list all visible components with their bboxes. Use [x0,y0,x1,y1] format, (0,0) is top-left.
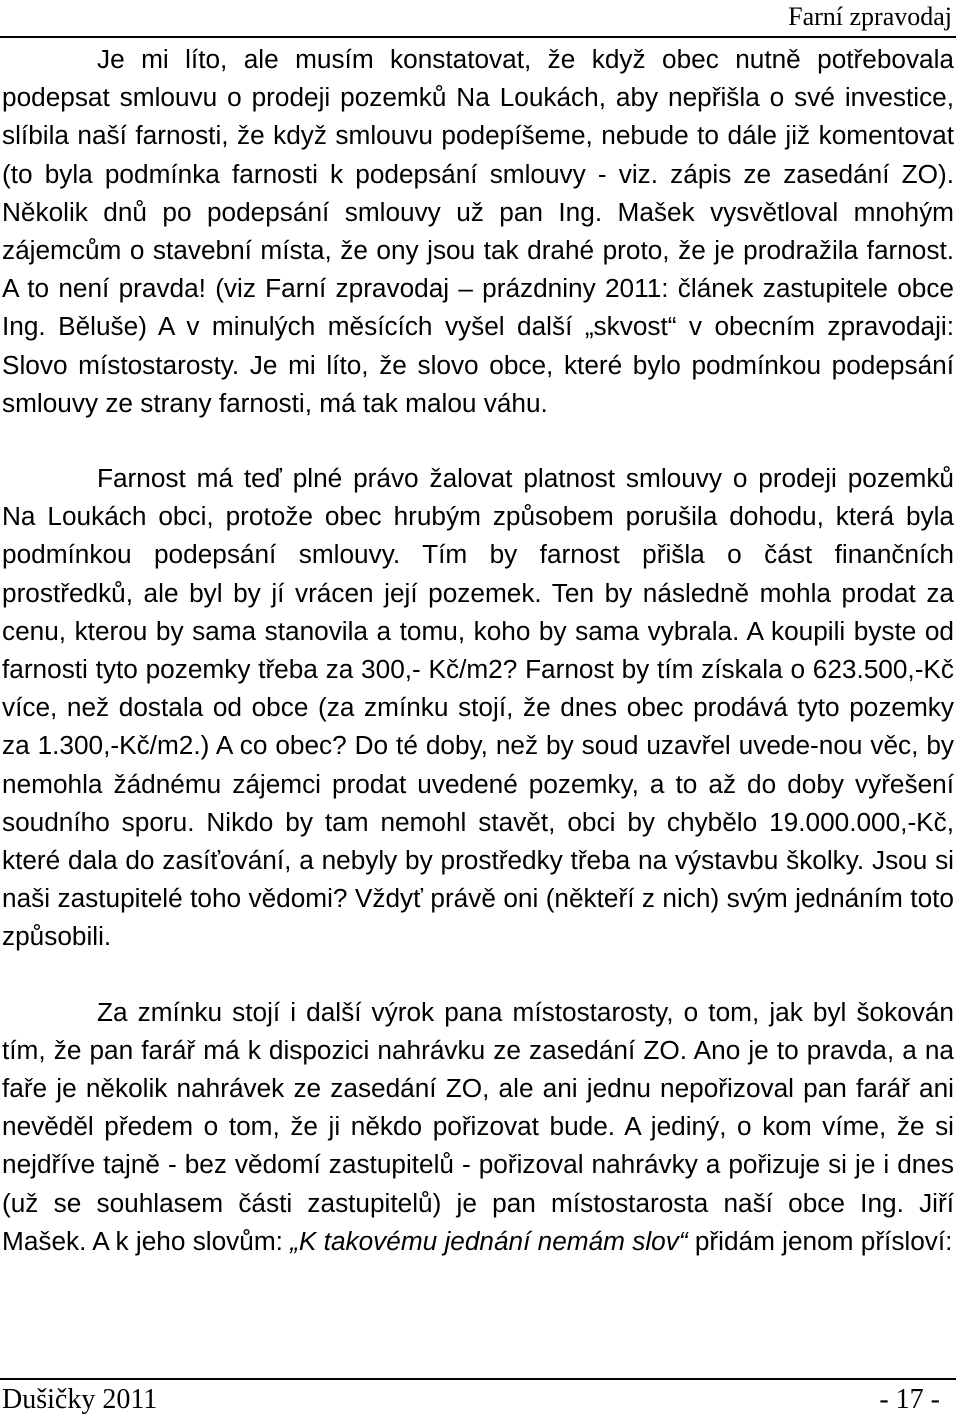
footer-issue: Dušičky 2011 [2,1384,158,1415]
footer-divider [0,1378,956,1380]
paragraph-2: Farnost má teď plné právo žalovat platnost smlouvy o prodeji pozemků Na Loukách obci, protože obec hrubým způsobem porušila dohodu, která byla podmínkou podepsání smlouvy. Tím by farnost přišla o část finančních prostředků, ale byl by jí vrácen její pozemek. Ten by následně mohla prodat za cenu, kterou by sama stanovila a tomu, koho by sama vybrala. A koupili byste od farnosti tyto pozemky třeba za 300,- Kč/m2? Farnost by tím získala o 623.500,-Kč více, než dostala od obce (za zmínku stojí, že dnes obec prodává tyto pozemky za 1.300,-Kč/m2.) A co obec? Do té doby, než by soud uzavřel uvede-nou věc, by nemohla žádnému zájemci prodat uvedené pozemky, a to až do doby vyřešení soudního sporu. Nikdo by tam nemohl stavět, obci by chybělo 19.000.000,-Kč, které dala do zasíťování, a nebyly by prostředky třeba na výstavbu školky. Jsou si naši zastupitelé toho vědomi? Vždyť právě oni (někteří z nich) svým jednáním toto způsobili. [2,463,954,952]
page-number: - 17 - [879,1384,940,1415]
paragraph-3-text-before: Za zmínku stojí i další výrok pana místostarosty, o tom, jak byl šokován tím, že pan farář má k dispozici nahrávku ze zasedání ZO. Ano je to pravda, a na faře je několik nahrávek ze zasedání ZO, ale ani jednu nepořizoval pan farář ani nevěděl předem o tom, že ji někdo pořizovat bude. A jediný, o kom víme, že si nejdříve tajně - bez vědomí zastupitelů - pořizoval nahrávky a pořizuje si je i dnes (už se souhlasem části zastupitelů) je pan místostarosta naší obce Ing. Jiří Mašek. A k jeho slovům: [2,996,954,1256]
paragraph-3 [2,993,954,1260]
paragraph-3-text-after: přidám jenom přísloví: [687,1225,953,1256]
article-body [2,40,954,1260]
publication-title: Farní zpravodaj [788,2,952,31]
paragraph-3-quote: „K takovému jednání nemám slov“ [290,1225,688,1256]
paragraph-1: Je mi líto, ale musím konstatovat, že když obec nutně potřebovala podepsat smlouvu o prodeji pozemků Na Loukách, aby nepřišla o své investice, slíbila naší farnosti, že když smlouvu podepíšeme, nebude to dále již komentovat (to byla podmínka farnosti k podepsání smlouvy - viz. zápis ze zasedání ZO). Několik dnů po podepsání smlouvy už pan Ing. Mašek vysvětloval mnohým zájemcům o stavební místa, že ony jsou tak drahé proto, že je prodražila farnost. A to není pravda! (viz Farní zpravodaj – prázdniny 2011: článek zastupitele obce Ing. Běluše) A v minulých měsících vyšel další „skvost“ v obecním zpravodaji: Slovo místostarosty. Je mi líto, že slovo obce, které bylo podmínkou podepsání smlouvy ze strany farnosti, má tak malou váhu. [2,44,954,418]
page-header [0,0,956,38]
